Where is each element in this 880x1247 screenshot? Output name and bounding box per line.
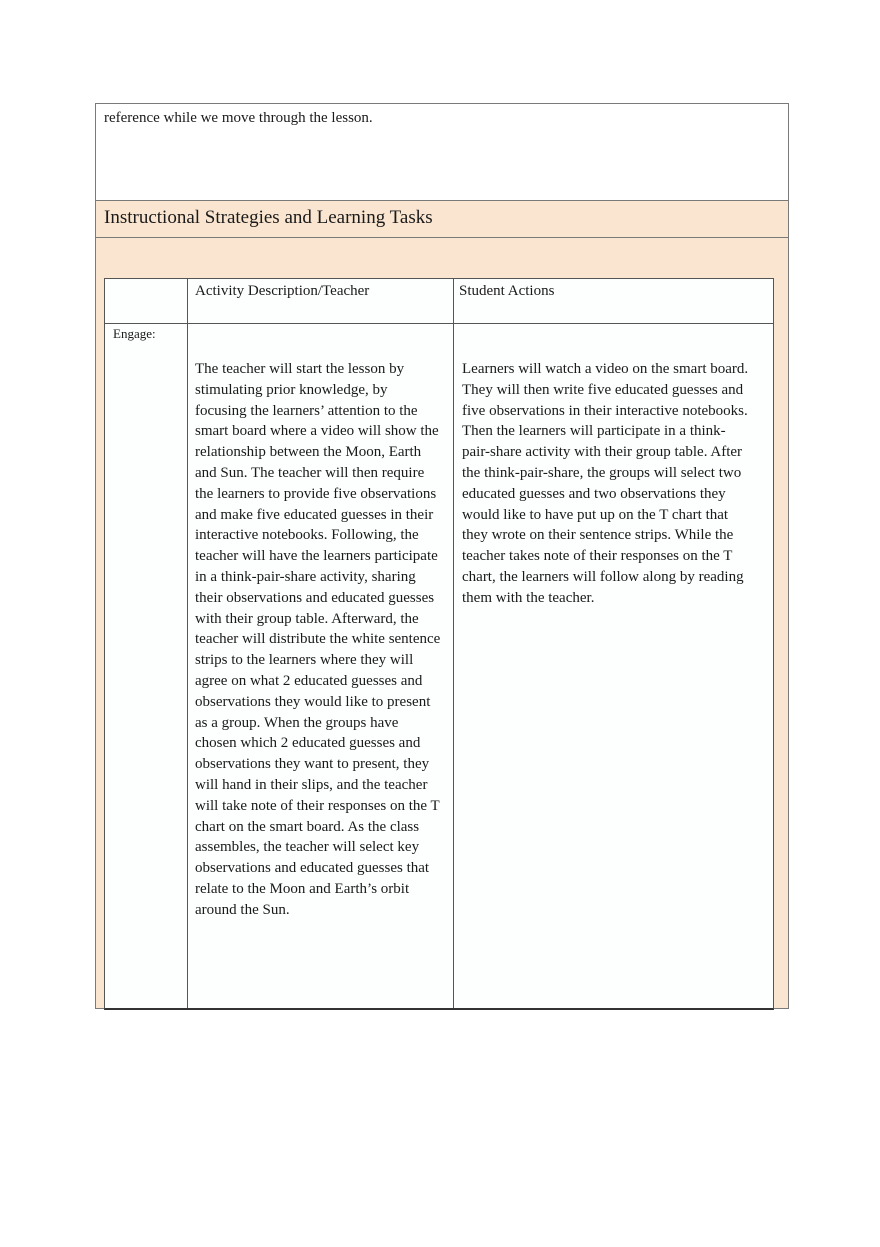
activity-table	[104, 278, 774, 1010]
header-divider	[105, 323, 773, 324]
lesson-plan-table	[95, 103, 789, 1009]
header-student-actions: Student Actions	[459, 283, 555, 299]
teacher-activity-text: The teacher will start the lesson by stimulating prior knowledge, by focusing the learners’ attention to the smart board where a video will show the relationship between the Moon, Earth and Sun. The teacher will then require the learners to provide five observations and make five educated guesses in their interactive notebooks. Following, the teacher will have the learners participate in a think-pair-share activity, sharing their observations and educated guesses with their group table. Afterward, the teacher will distribute the white sentence strips to the learners where they will agree on what 2 educated guesses and observations they would like to present as a group. When the groups have chosen which 2 educated guesses and observations they want to present, they will hand in their slips, and the teacher will take note of their responses on the T chart on the smart board. As the class assembles, the teacher will select key observations and educated guesses that relate to the Moon and Earth’s orbit around the Sun.	[195, 361, 441, 918]
header-activity-description: Activity Description/Teacher	[195, 283, 370, 299]
section-title: Instructional Strategies and Learning Tasks	[96, 201, 788, 238]
row-label-engage: Engage:	[113, 326, 156, 341]
column-divider	[453, 279, 454, 1008]
section-body	[96, 238, 788, 1008]
student-actions-text: Learners will watch a video on the smart board. They will then write five educated guesses and five observations in their interactive notebooks. Then the learners will participate in a think-pair-share activity with their group table. After the think-pair-share, the groups will select two educated guesses and two observations they would like to have put up on the T chart that they wrote on their sentence strips. While the teacher takes note of their responses on the T chart, the learners will follow along by reading them with the teacher.	[462, 361, 749, 606]
continued-text: reference while we move through the lesson.	[104, 110, 373, 126]
column-divider	[187, 279, 188, 1008]
continued-text-cell	[96, 104, 788, 201]
